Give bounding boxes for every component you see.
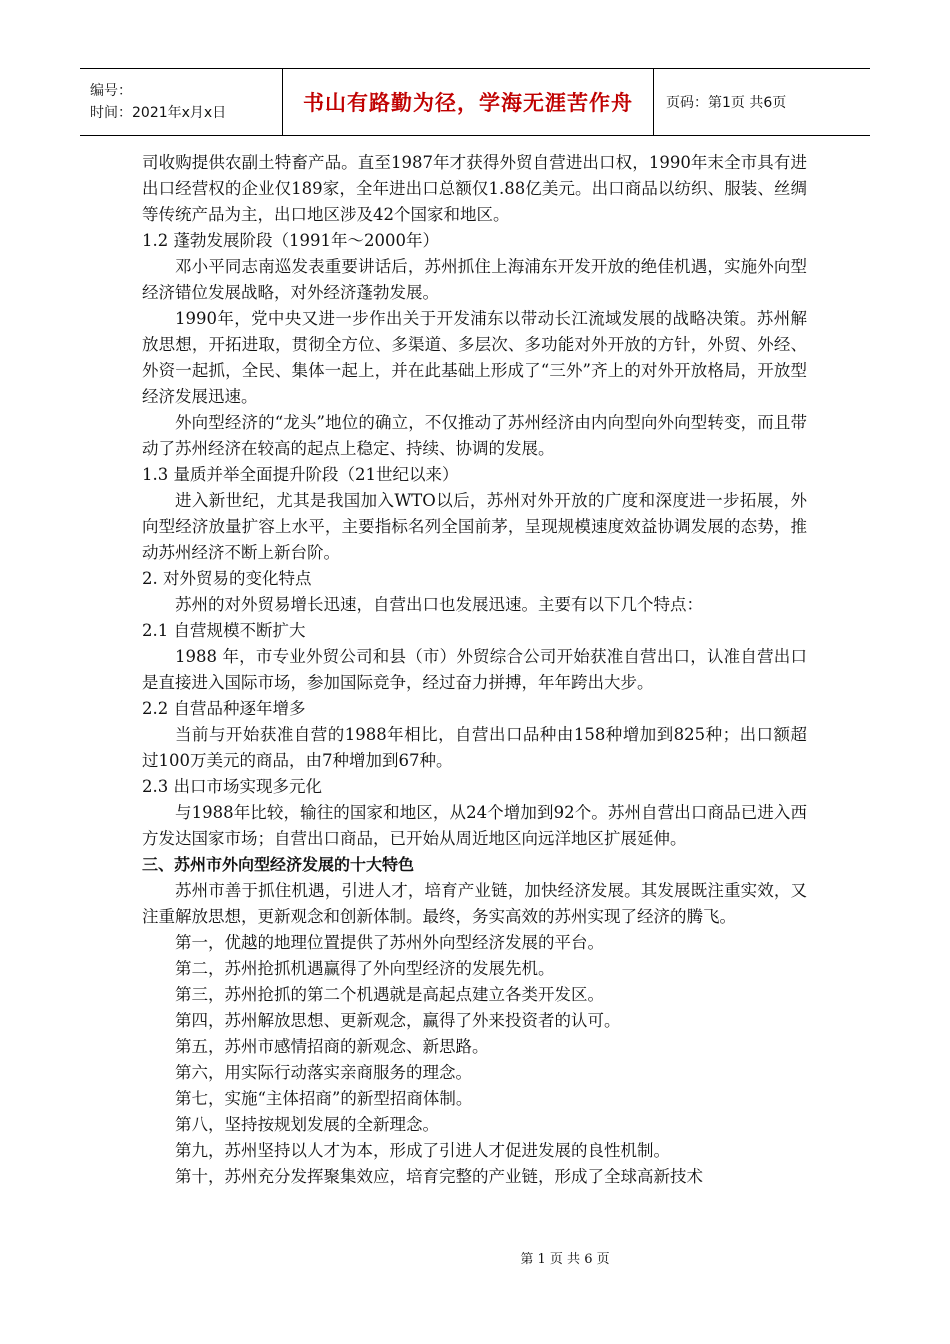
body-paragraph: 苏州市善于抓住机遇，引进人才，培育产业链，加快经济发展。其发展既注重实效，又注重解放思想，更新观念和创新体制。最终，务实高效的苏州实现了经济的腾飞。	[142, 881, 807, 926]
body-paragraph: 进入新世纪，尤其是我国加入WTO以后，苏州对外开放的广度和深度进一步拓展，外向型经济放量扩容上水平，主要指标名列全国前茅，呈现规模速度效益协调发展的态势，推动苏州经济不断上新台阶。	[142, 491, 807, 562]
body-paragraph: 第六，用实际行动落实亲商服务的理念。	[175, 1063, 472, 1082]
body-paragraph: 2. 对外贸易的变化特点	[142, 569, 312, 588]
document-time-label: 时间：2021年x月x日	[90, 105, 227, 121]
header-motto-cell	[283, 69, 654, 135]
body-paragraph: 2.1 自营规模不断扩大	[142, 621, 306, 640]
body-paragraph: 1.3 量质并举全面提升阶段（21世纪以来）	[142, 465, 459, 484]
header-page-code-cell	[654, 69, 870, 135]
body-paragraph: 第三，苏州抢抓的第二个机遇就是高起点建立各类开发区。	[175, 985, 604, 1004]
header-page-code: 页码：第1页 共6页	[666, 95, 787, 111]
body-paragraph: 苏州的对外贸易增长迅速，自营出口也发展迅速。主要有以下几个特点：	[175, 595, 703, 614]
body-paragraph: 第五，苏州市感情招商的新观念、新思路。	[175, 1037, 489, 1056]
section-heading: 三、苏州市外向型经济发展的十大特色	[142, 855, 415, 874]
header-meta	[80, 69, 283, 135]
page-footer	[0, 1248, 950, 1267]
body-paragraph: 第二，苏州抢抓机遇赢得了外向型经济的发展先机。	[175, 959, 555, 978]
document-body	[142, 150, 807, 1190]
body-paragraph: 第一，优越的地理位置提供了苏州外向型经济发展的平台。	[175, 933, 604, 952]
document-number-label: 编号：	[90, 83, 132, 99]
body-paragraph: 1990年，党中央又进一步作出关于开发浦东以带动长江流域发展的战略决策。苏州解放思想，开拓进取，贯彻全方位、多渠道、多层次、多功能对外开放的方针，外贸、外经、外资一起抓，全民、集体一起上，并在此基础上形成了“三外”齐上的对外开放格局，开放型经济发展迅速。	[142, 309, 807, 406]
body-paragraph: 第四，苏州解放思想、更新观念，赢得了外来投资者的认可。	[175, 1011, 621, 1030]
body-paragraph: 当前与开始获准自营的1988年相比，自营出口品种由158种增加到825种；出口额超过100万美元的商品，由7种增加到67种。	[142, 725, 807, 770]
body-paragraph: 第十，苏州充分发挥聚集效应，培育完整的产业链，形成了全球高新技术	[175, 1167, 703, 1186]
body-paragraph: 邓小平同志南巡发表重要讲话后，苏州抓住上海浦东开发开放的绝佳机遇，实施外向型经济错位发展战略，对外经济蓬勃发展。	[142, 257, 807, 302]
body-paragraph: 2.3 出口市场实现多元化	[142, 777, 322, 796]
body-paragraph: 1988 年，市专业外贸公司和县（市）外贸综合公司开始获准自营出口，认准自营出口是直接进入国际市场，参加国际竞争，经过奋力拼搏，年年跨出大步。	[142, 647, 807, 692]
footer-page-number: 第 1 页 共 6 页	[520, 1252, 610, 1267]
body-paragraph: 与1988年比较，输往的国家和地区，从24个增加到92个。苏州自营出口商品已进入西方发达国家市场；自营出口商品，已开始从周近地区向远洋地区扩展延伸。	[142, 803, 807, 848]
body-paragraph: 第七，实施“主体招商”的新型招商体制。	[175, 1089, 473, 1108]
page-header	[80, 68, 870, 136]
body-paragraph: 外向型经济的“龙头”地位的确立，不仅推动了苏州经济由内向型向外向型转变，而且带动了苏州经济在较高的起点上稳定、持续、协调的发展。	[142, 413, 807, 458]
body-paragraph: 2.2 自营品种逐年增多	[142, 699, 306, 718]
body-paragraph: 第九，苏州坚持以人才为本，形成了引进人才促进发展的良性机制。	[175, 1141, 670, 1160]
body-paragraph: 第八，坚持按规划发展的全新理念。	[175, 1115, 439, 1134]
body-paragraph: 司收购提供农副土特畜产品。直至1987年才获得外贸自营进出口权，1990年末全市具有进出口经营权的企业仅189家，全年进出口总额仅1.88亿美元。出口商品以纺织、服装、丝绸等传统产品为主，出口地区涉及42个国家和地区。	[142, 153, 807, 224]
header-motto: 书山有路勤为径，学海无涯苦作舟	[303, 91, 633, 115]
body-paragraph: 1.2 蓬勃发展阶段（1991年～2000年）	[142, 231, 439, 250]
